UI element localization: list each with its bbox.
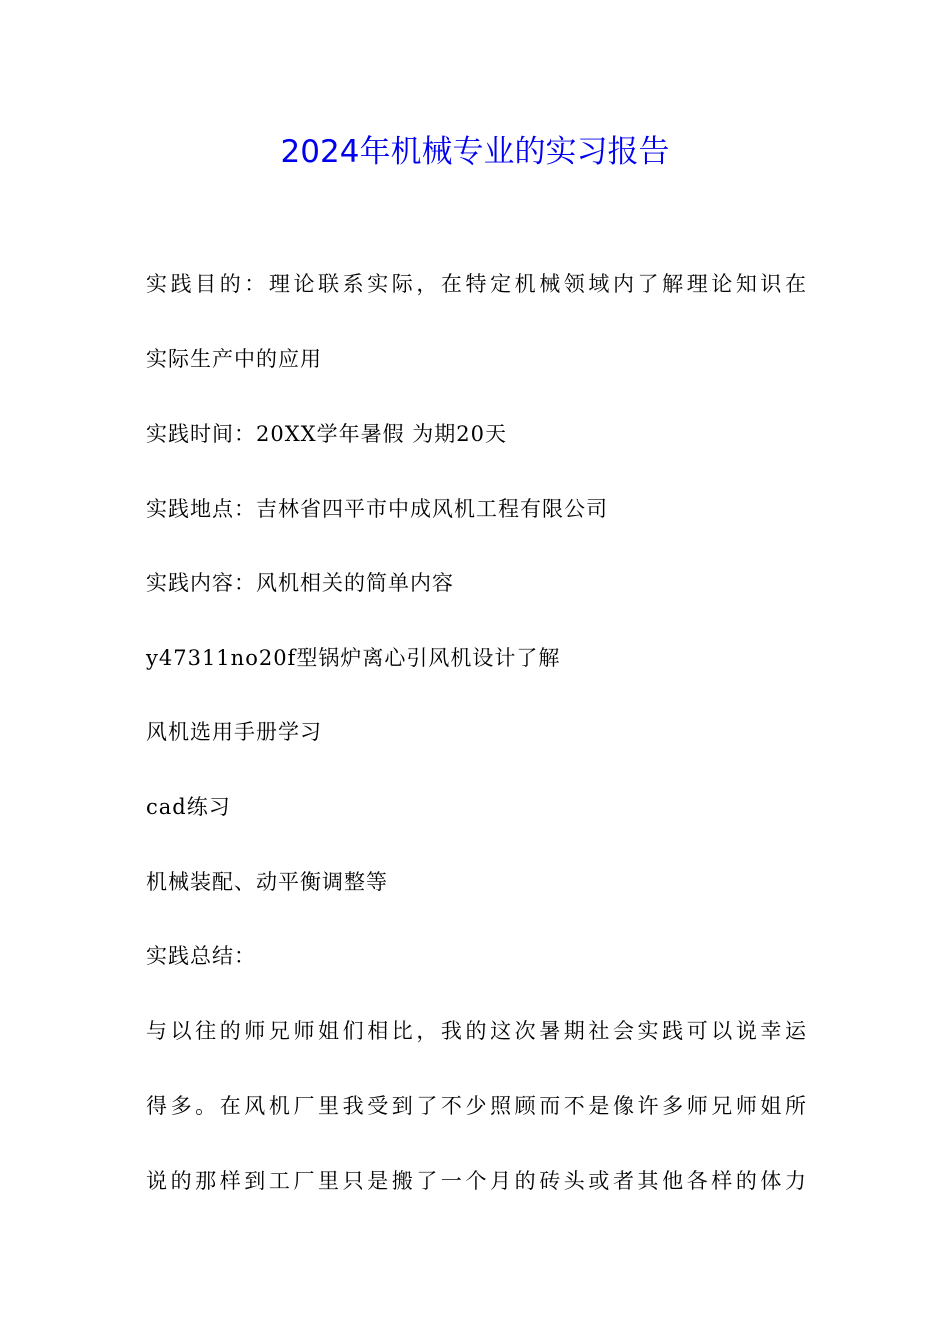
paragraph-line-fan-design: y47311no20f型锅炉离心引风机设计了解: [146, 646, 561, 670]
document-title: 2024年机械专业的实习报告: [280, 134, 670, 170]
paragraph-line-summary-1: 与以往的师兄师姐们相比，我的这次暑期社会实践可以说幸运: [146, 1019, 806, 1043]
paragraph-line-manual: 风机选用手册学习: [146, 720, 322, 744]
paragraph-line-location: 实践地点：吉林省四平市中成风机工程有限公司: [146, 497, 608, 521]
paragraph-line-content: 实践内容：风机相关的简单内容: [146, 571, 454, 595]
paragraph-line-purpose-1: 实践目的：理论联系实际，在特定机械领域内了解理论知识在: [146, 272, 806, 296]
paragraph-line-purpose-2: 实际生产中的应用: [146, 347, 322, 371]
paragraph-line-time: 实践时间：20XX学年暑假 为期20天: [146, 422, 508, 446]
paragraph-line-summary-heading: 实践总结：: [146, 944, 256, 968]
paragraph-line-summary-2: 得多。在风机厂里我受到了不少照顾而不是像许多师兄师姐所: [146, 1094, 806, 1118]
paragraph-line-cad: cad练习: [146, 795, 231, 819]
paragraph-line-summary-3: 说的那样到工厂里只是搬了一个月的砖头或者其他各样的体力: [146, 1169, 806, 1193]
paragraph-line-assembly: 机械装配、动平衡调整等: [146, 870, 388, 894]
